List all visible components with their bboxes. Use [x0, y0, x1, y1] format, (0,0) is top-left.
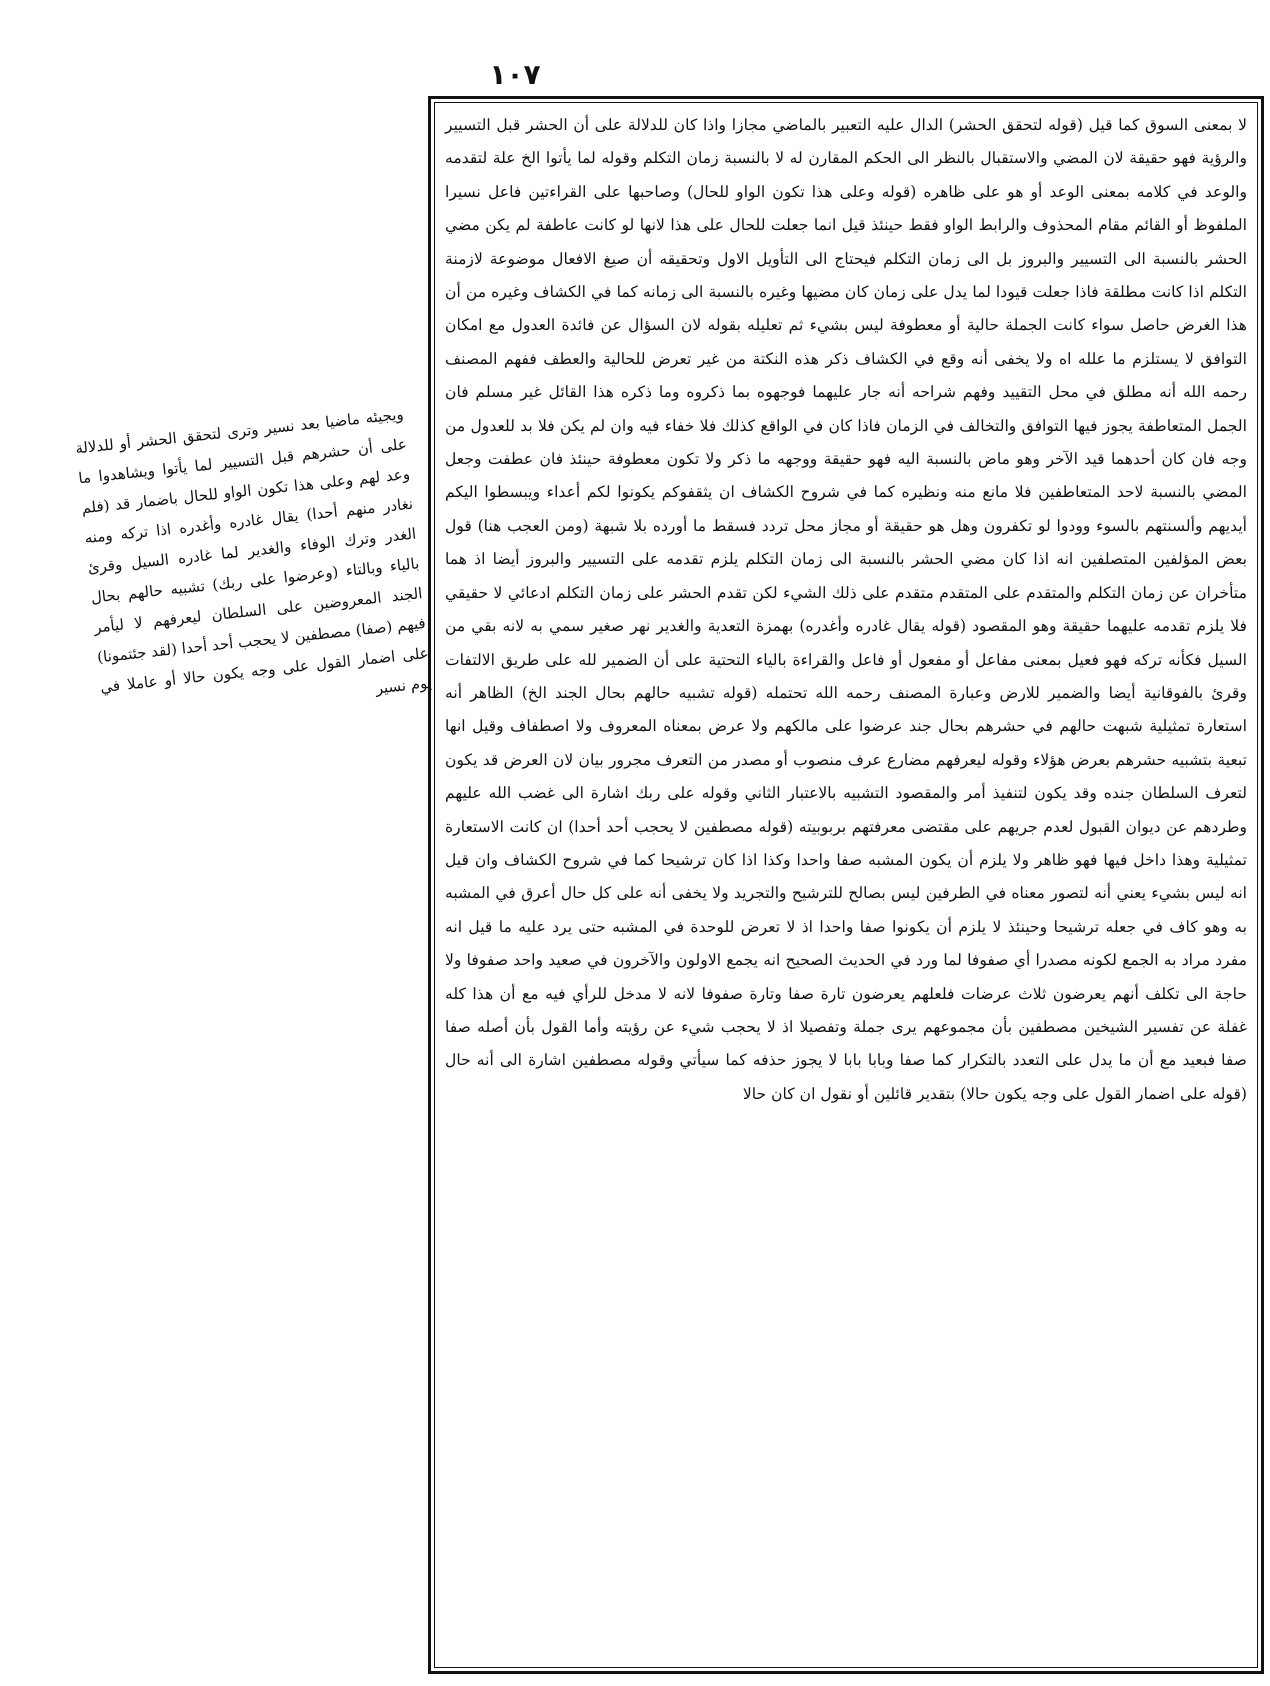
margin-note-text: ويجيئه ماضيا بعد نسير وترى لتحقق الحشر أو للدلالة على أن حشرهم قبل التسيير لما يأتوا ويشاهدوا ما وعد لهم وعلى هذا تكون الواو للحال باضمار قد (فلم نغادر منهم أحدا) يقال غادره وأغدره اذا تركه ومنه الغدر وترك الوفاء والغدير لما غادره السيل وقرئ بالياء وبالتاء (وعرضوا على ربك) تشبيه حالهم بحال الجند المعروضين على السلطان ليعرفهم لا ليأمر فيهم (صفا) مصطفين لا يحجب أحد أحدا (لقد جئتمونا) على اضمار القول على وجه يكون حالا أو عاملا في يوم نسير — [74, 405, 433, 698]
main-text-frame — [428, 96, 1264, 1674]
main-text-inner-frame — [434, 102, 1258, 1668]
margin-note — [74, 399, 457, 951]
main-commentary-text: لا بمعنى السوق كما قيل (قوله لتحقق الحشر) الدال عليه التعبير بالماضي مجازا واذا كان للدلالة على أن الحشر قبل التسيير والرؤية فهو حقيقة لان المضي والاستقبال بالنظر الى الحكم المقارن له لا بالنسبة زمان التكلم وقوله لما يأتوا الخ علة لتقدمه والوعد في كلامه بمعنى الوعد أو هو على ظاهره (قوله وعلى هذا تكون الواو للحال) وصاحبها على القراءتين فاعل نسيرا الملفوظ أو القائم مقام المحذوف والرابط الواو فقط حينئذ قيل انما جعلت للحال على هذا لانها لو كانت عاطفة لم يكن مضي الحشر بالنسبة الى التسيير والبروز بل الى زمان التكلم فيحتاج الى التأويل الاول وتحقيقه أن صيغ الافعال موضوعة لازمنة التكلم اذا كانت مطلقة فاذا جعلت قيودا لما يدل على زمان كان مضيها وغيره بالنسبة الى زمانه كما في الكشاف وغيره من أن هذا الغرض حاصل سواء كانت الجملة حالية أو معطوفة ليس بشيء ثم تعليله بقوله لان السؤال عن فائدة العدول مع امكان التوافق لا يستلزم ما علله اه ولا يخفى أنه وقع في الكشاف ذكر هذه النكتة من غير تعرض للحالية والعطف ففهم المصنف رحمه الله أنه مطلق في محل التقييد وفهم شراحه أنه جار عليهما فوجهوه بما ذكروه وما ذكره هذا القائل غير مسلم فان الجمل المتعاطفة يجوز فيها التوافق والتخالف في الزمان فاذا كان في الواقع كذلك فلا خفاء فيه وان لم يكن فلا بد للعدول من وجه فان كان أحدهما قيد الآخر وهو ماض بالنسبة اليه فهو حقيقة ووجهه ما ذكر ولا تكون معطوفة حينئذ فان عطفت وجعل المضي بالنسبة لاحد المتعاطفين فلا مانع منه ونظيره كما في شروح الكشاف ان يثقفوكم يكونوا لكم أعداء ويبسطوا اليكم أيديهم وألسنتهم بالسوء وودوا لو تكفرون وهل هو حقيقة أو مجاز محل تردد فسقط ما أورده بلا شبهة (ومن العجب هنا) قول بعض المؤلفين المتصلفين انه اذا كان مضي الحشر بالنسبة الى زمان التكلم يلزم تقدمه على التسيير والبروز أيضا اذ هما متأخران عن زمان التكلم والمتقدم على المتقدم متقدم على ذلك الشيء لكن تقدم الحشر على زمان التكلم ادعائي لا حقيقي فلا يلزم تقدمه عليهما حقيقة وهو المقصود (قوله يقال غادره وأغدره) بهمزة التعدية والغدير نهر صغير سمي به لانه بقي من السيل فكأنه تركه فهو فعيل بمعنى مفاعل أو مفعول أو فاعل والقراءة بالياء التحتية على أن الضمير لله على طريق الالتفات وقرئ بالفوقانية أيضا والضمير للارض وعبارة المصنف رحمه الله تحتمله (قوله تشبيه حالهم بحال الجند الخ) الظاهر أنه استعارة تمثيلية شبهت حالهم في حشرهم بحال جند عرضوا على مالكهم ولا عرض بمعناه المعروف ولا اصطفاف وقيل انها تبعية بتشبيه حشرهم بعرض هؤلاء وقوله ليعرفهم مضارع عرف منصوب أو مصدر من التعرف مجرور بيان لان العرض قد يكون لتعرف السلطان جنده وقد يكون لتنفيذ أمر والمقصود التشبيه بالاعتبار الثاني وقوله على ربك اشارة الى غضب الله عليهم وطردهم عن ديوان القبول لعدم جريهم على مقتضى معرفتهم بربوبيته (قوله مصطفين لا يحجب أحد أحدا) ان كانت الاستعارة تمثيلية وهذا داخل فيها فهو ظاهر ولا يلزم أن يكون المشبه صفا واحدا وكذا اذا كان ترشيحا كما في شروح الكشاف وان قيل انه ليس بشيء يعني أنه لتصور معناه في الطرفين ليس بصالح للترشيح والتجريد ولا يخفى أنه على كل حال أعرق في المشبه به وهو كاف في جعله ترشيحا وحينئذ لا يلزم أن يكونوا صفا واحدا اذ لا تعرض للوحدة في المشبه حتى يرد عليه ما قيل انه مفرد مراد به الجمع لكونه مصدرا أي صفوفا لما ورد في الحديث الصحيح انه يجمع الاولون والآخرون في صعيد واحد صفوفا ولا حاجة الى تكلف أنهم يعرضون ثلاث عرضات فلعلهم يعرضون تارة صفا وتارة صفوفا لانه لا مدخل للرأي فيه مع أن هذا كله غفلة عن تفسير الشيخين مصطفين بأن مجموعهم يرى جملة وتفصيلا اذ لا يحجب شيء عن رؤيته وأما القول بأن أصله صفا صفا فبعيد مع أن ما يدل على التعدد بالتكرار كما صفا وبابا بابا لا يجوز حذفه كما سيأتي وقوله مصطفين اشارة الى أنه حال (قوله على اضمار القول على وجه يكون حالا) بتقدير قائلين أو نقول ان كان حالا — [445, 116, 1248, 1103]
page-number: ١٠٧ — [489, 58, 541, 91]
